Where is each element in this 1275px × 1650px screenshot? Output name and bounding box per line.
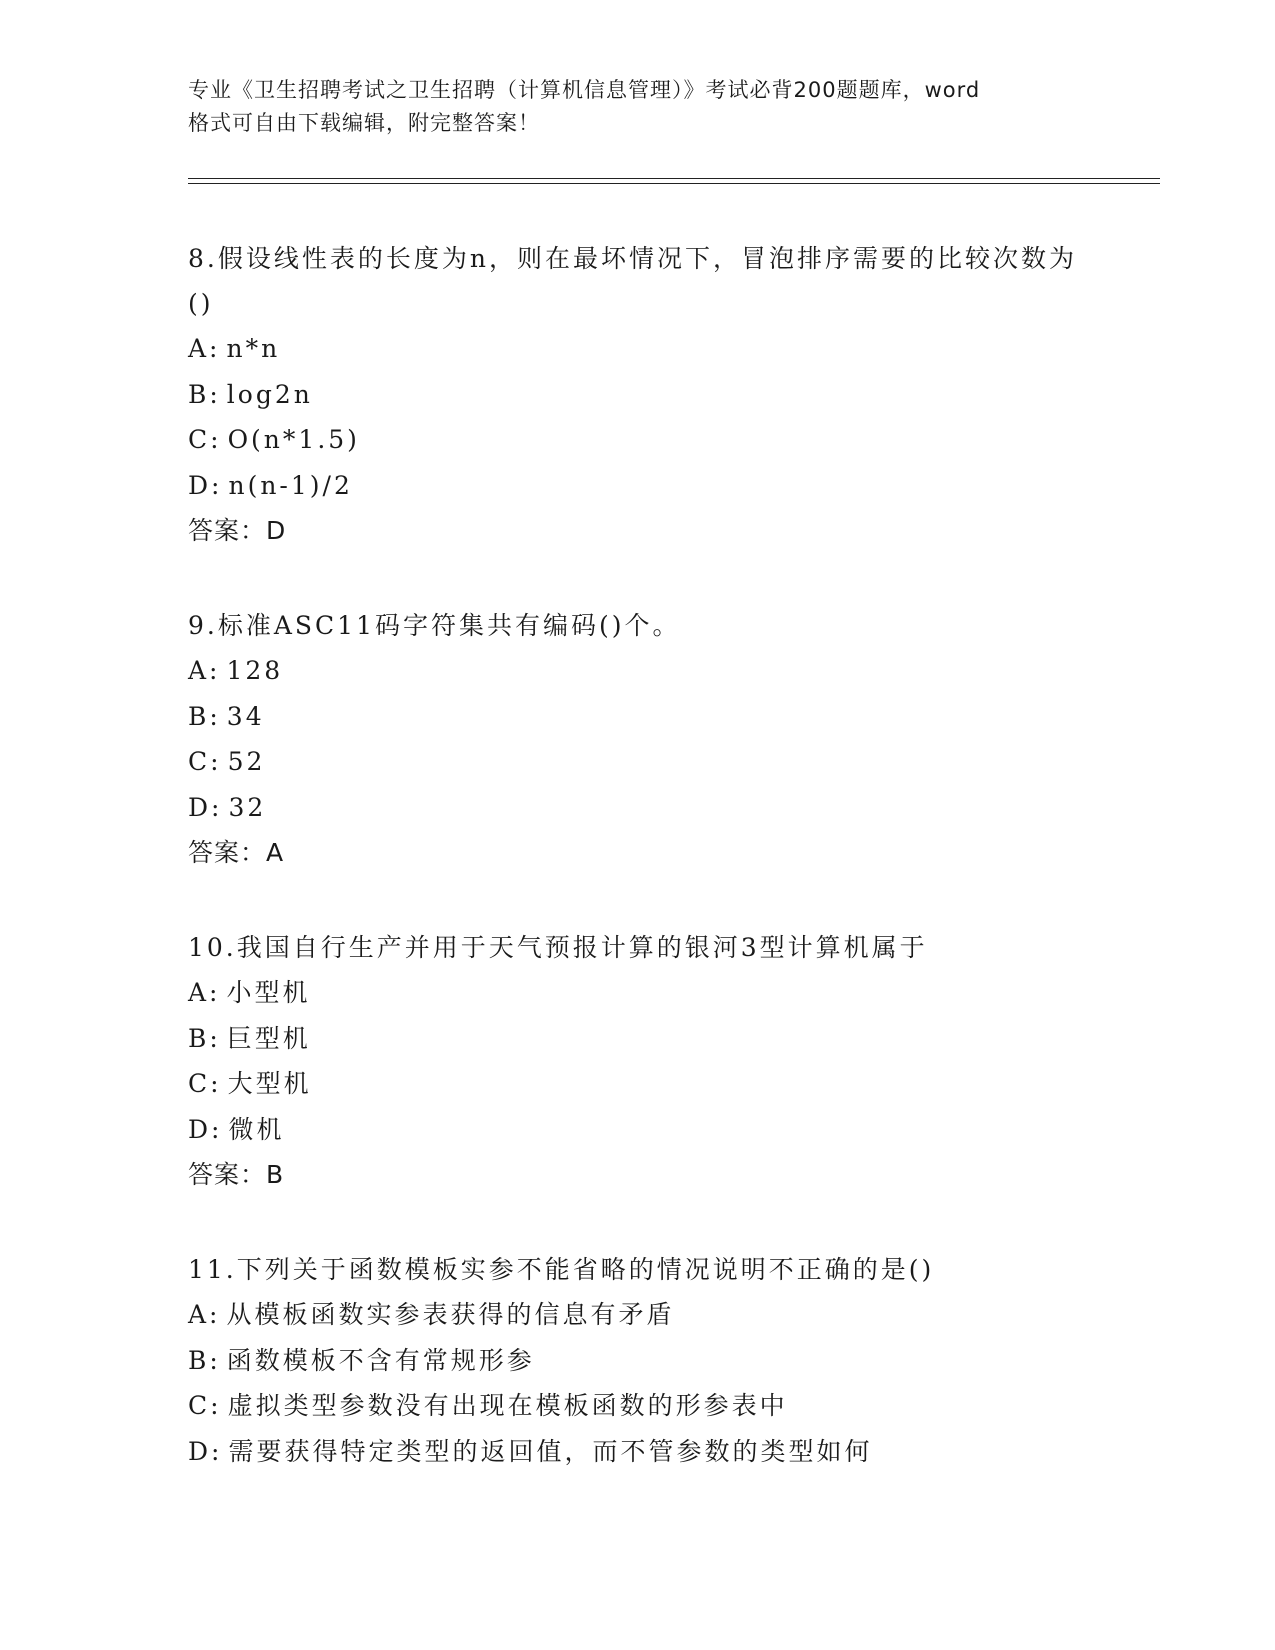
answer-line: 答案：B: [188, 1160, 285, 1189]
option-letter: C:: [188, 747, 222, 776]
option-letter: A:: [188, 1300, 221, 1329]
option-text: 巨型机: [226, 1023, 311, 1053]
option-letter: A:: [188, 978, 221, 1007]
option-text: 32: [228, 792, 267, 822]
option-letter: D:: [188, 792, 223, 822]
option-text: n*n: [226, 334, 281, 363]
option-text: 34: [226, 701, 265, 731]
option-d: [188, 1429, 1148, 1475]
option-letter: D:: [188, 470, 223, 500]
header-line-1: 专业《卫生招聘考试之卫生招聘（计算机信息管理）》考试必背200题题库，word: [188, 78, 981, 102]
option-text: log2n: [226, 379, 313, 409]
option-c: [188, 1061, 1148, 1107]
answer-line: 答案：A: [188, 838, 285, 867]
question-stem: 10.我国自行生产并用于天气预报计算的银河3型计算机属于: [188, 933, 928, 962]
option-text: 函数模板不含有常规形参: [226, 1345, 535, 1375]
option-d: [188, 785, 1148, 831]
option-text: 需要获得特定类型的返回值，而不管参数的类型如何: [228, 1436, 873, 1466]
option-b: [188, 694, 1148, 740]
option-letter: B:: [188, 701, 221, 731]
question-11: [188, 1247, 1148, 1474]
document-header: [188, 74, 1108, 140]
option-text: 从模板函数实参表获得的信息有矛盾: [226, 1300, 675, 1329]
option-text: 小型机: [226, 978, 311, 1007]
option-text: O(n*1.5): [227, 425, 360, 454]
question-9: [188, 603, 1148, 876]
option-a: [188, 970, 1148, 1016]
option-b: [188, 1338, 1148, 1384]
option-letter: A:: [188, 656, 221, 685]
option-text: 52: [227, 747, 266, 776]
question-stem: 9.标准ASC11码字符集共有编码()个。: [188, 611, 681, 640]
option-d: [188, 1107, 1148, 1153]
option-letter: C:: [188, 1391, 222, 1420]
answer-line: 答案：D: [188, 516, 287, 545]
option-letter: B:: [188, 1023, 221, 1053]
option-a: [188, 326, 1148, 372]
header-line-2: 格式可自由下载编辑，附完整答案！: [188, 111, 540, 135]
question-list: [188, 236, 1148, 1523]
option-letter: B:: [188, 379, 221, 409]
option-b: [188, 372, 1148, 418]
header-divider-top: [188, 178, 1160, 179]
option-a: [188, 648, 1148, 694]
option-c: [188, 417, 1148, 463]
question-stem: 11.下列关于函数模板实参不能省略的情况说明不正确的是(): [188, 1255, 935, 1284]
option-letter: C:: [188, 1069, 222, 1098]
question-stem: 8.假设线性表的长度为n，则在最坏情况下，冒泡排序需要的比较次数为(): [188, 244, 1077, 318]
option-a: [188, 1292, 1148, 1338]
option-c: [188, 739, 1148, 785]
option-letter: D:: [188, 1114, 223, 1144]
option-text: 虚拟类型参数没有出现在模板函数的形参表中: [227, 1391, 788, 1420]
question-8: [188, 236, 1148, 554]
option-d: [188, 463, 1148, 509]
option-text: 大型机: [227, 1069, 312, 1098]
question-10: [188, 925, 1148, 1198]
option-letter: C:: [188, 425, 222, 454]
option-text: 128: [226, 656, 284, 685]
header-divider-bottom: [188, 183, 1160, 184]
option-b: [188, 1016, 1148, 1062]
option-c: [188, 1383, 1148, 1429]
option-letter: A:: [188, 334, 221, 363]
option-letter: B:: [188, 1345, 221, 1375]
option-letter: D:: [188, 1436, 223, 1466]
option-text: 微机: [228, 1114, 285, 1144]
option-text: n(n-1)/2: [228, 470, 353, 500]
